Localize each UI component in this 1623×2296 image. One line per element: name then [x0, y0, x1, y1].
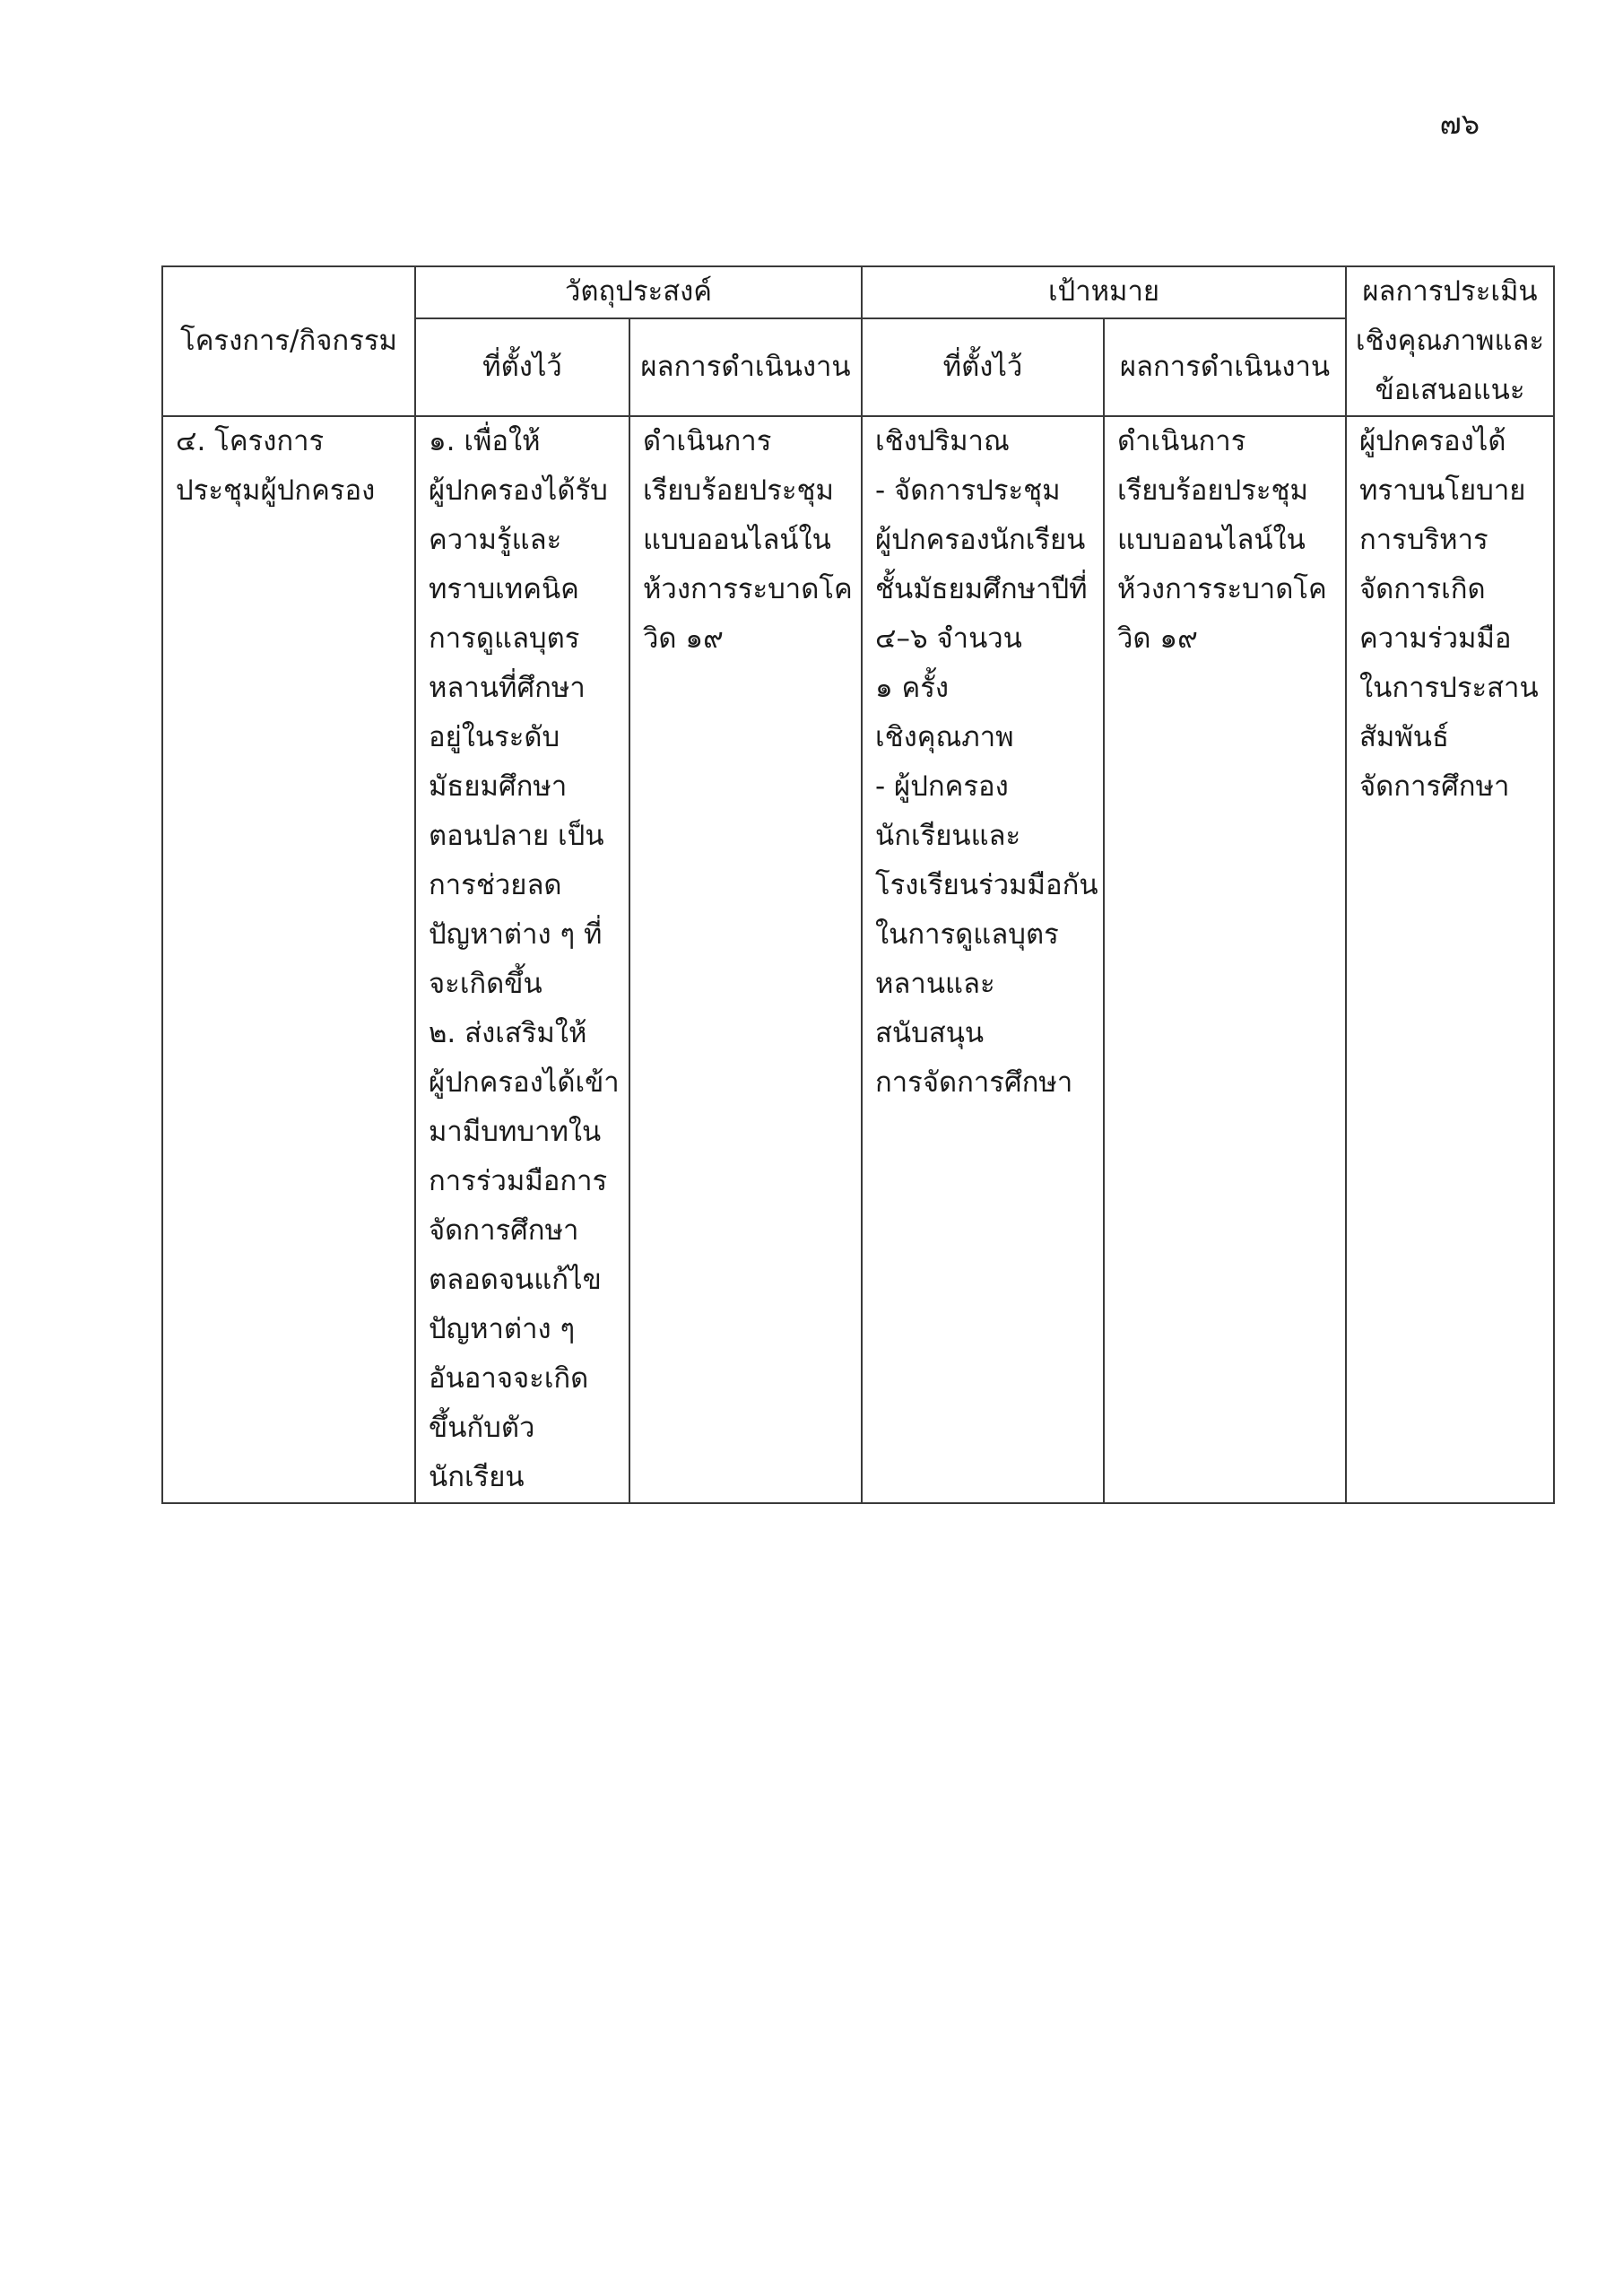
- header-objective-set: [415, 318, 629, 416]
- text-line: แบบออนไลน์ใน: [643, 524, 831, 556]
- header-target: เป้าหมาย: [862, 266, 1346, 318]
- text-line: หลานที่ศึกษา: [429, 672, 586, 704]
- text-line: ชั้นมัธยมศึกษาปีที่: [875, 573, 1088, 605]
- text-line: ความรู้และ: [429, 524, 562, 556]
- text-line: การจัดการศึกษา: [875, 1066, 1073, 1099]
- text-line: ห้วงการระบาดโค: [643, 573, 853, 605]
- text-line: สัมพันธ์: [1359, 721, 1449, 753]
- header-project: [162, 266, 415, 416]
- text-line: ๔–๖ จำนวน: [875, 622, 1022, 655]
- text-line: ผู้ปกครองได้เข้า: [429, 1066, 620, 1099]
- text-line: อยู่ในระดับ: [429, 721, 560, 753]
- text-line: - จัดการประชุม: [875, 474, 1061, 507]
- text-line: ผู้ปกครองได้: [1359, 425, 1506, 457]
- cell-evaluation: [1346, 416, 1554, 1503]
- text-line: ดำเนินการ: [643, 425, 772, 457]
- text-line: หลานและ: [875, 968, 995, 1000]
- text-line: ผู้ปกครองได้รับ: [429, 474, 608, 507]
- text-line: จะเกิดขึ้น: [429, 968, 542, 1000]
- text-line: ในการดูแลบุตร: [875, 918, 1059, 951]
- text-line: โรงเรียนร่วมมือกัน: [875, 869, 1098, 901]
- text-line: ปัญหาต่าง ๆ: [429, 1313, 576, 1345]
- text-line: ผลการดำเนินงาน: [1119, 350, 1331, 383]
- cell-target-result: [1104, 416, 1346, 1503]
- cell-objective-result: [629, 416, 862, 1503]
- text-line: มามีบทบาทใน: [429, 1116, 602, 1148]
- text-line: ทราบเทคนิค: [429, 573, 579, 605]
- text-line: เรียบร้อยประชุม: [1117, 474, 1308, 507]
- text-line: มัธยมศึกษา: [429, 770, 568, 803]
- text-line: จัดการศึกษา: [1359, 770, 1510, 803]
- table-row: [162, 416, 1554, 1503]
- header-row-groups: [162, 266, 1554, 318]
- text-line: การบริหาร: [1359, 524, 1488, 556]
- text-line: ตอนปลาย เป็น: [429, 820, 604, 852]
- text-line: ห้วงการระบาดโค: [1117, 573, 1327, 605]
- text-line: ประชุมผู้ปกครอง: [176, 474, 376, 507]
- text-line: ที่ตั้งไว้: [482, 350, 562, 383]
- text-line: การดูแลบุตร: [429, 622, 580, 655]
- text-line: วิด ๑๙: [1117, 622, 1198, 655]
- text-line: ขึ้นกับตัว: [429, 1412, 535, 1444]
- text-line: - ผู้ปกครอง: [875, 770, 1009, 803]
- text-line: ทราบนโยบาย: [1359, 474, 1526, 507]
- text-line: ๒. ส่งเสริมให้: [429, 1017, 587, 1049]
- text-line: ๑ ครั้ง: [875, 672, 950, 704]
- text-line: จัดการศึกษา: [429, 1214, 579, 1247]
- cell-target-set: [862, 416, 1104, 1503]
- text-line: ในการประสาน: [1359, 672, 1539, 704]
- text-line: ผลการดำเนินงาน: [640, 350, 851, 383]
- header-objective-result: [629, 318, 862, 416]
- text-line: นักเรียนและ: [875, 820, 1021, 852]
- header-target-result: [1104, 318, 1346, 416]
- text-line: ข้อเสนอแนะ: [1375, 374, 1525, 406]
- text-line: ดำเนินการ: [1117, 425, 1246, 457]
- text-line: โครงการ/กิจกรรม: [180, 325, 397, 357]
- text-line: เรียบร้อยประชุม: [643, 474, 834, 507]
- text-line: การช่วยลด: [429, 869, 562, 901]
- cell-objective-set: [415, 416, 629, 1503]
- text-line: ปัญหาต่าง ๆ ที่: [429, 918, 603, 951]
- text-line: วิด ๑๙: [643, 622, 724, 655]
- text-line: ความร่วมมือ: [1359, 622, 1512, 655]
- text-line: การร่วมมือการ: [429, 1165, 608, 1197]
- text-line: เชิงคุณภาพและ: [1355, 325, 1545, 357]
- text-line: ผลการประเมิน: [1362, 275, 1538, 308]
- text-line: ที่ตั้งไว้: [942, 350, 1023, 383]
- header-evaluation: [1346, 266, 1554, 416]
- text-line: เชิงคุณภาพ: [875, 721, 1014, 753]
- text-line: ๔. โครงการ: [176, 425, 325, 457]
- cell-project: [162, 416, 415, 1503]
- header-target-set: [862, 318, 1104, 416]
- text-line: ตลอดจนแก้ไข: [429, 1264, 602, 1296]
- text-line: แบบออนไลน์ใน: [1117, 524, 1306, 556]
- project-report-table: [161, 265, 1555, 1504]
- text-line: สนับสนุน: [875, 1017, 985, 1049]
- page-number: ๗๖: [1439, 107, 1480, 141]
- text-line: เชิงปริมาณ: [875, 425, 1010, 457]
- text-line: ผู้ปกครองนักเรียน: [875, 524, 1086, 556]
- text-line: นักเรียน: [429, 1461, 525, 1493]
- text-line: อันอาจจะเกิด: [429, 1362, 589, 1395]
- text-line: จัดการเกิด: [1359, 573, 1486, 605]
- text-line: ๑. เพื่อให้: [429, 425, 541, 457]
- header-objective: วัตถุประสงค์: [415, 266, 862, 318]
